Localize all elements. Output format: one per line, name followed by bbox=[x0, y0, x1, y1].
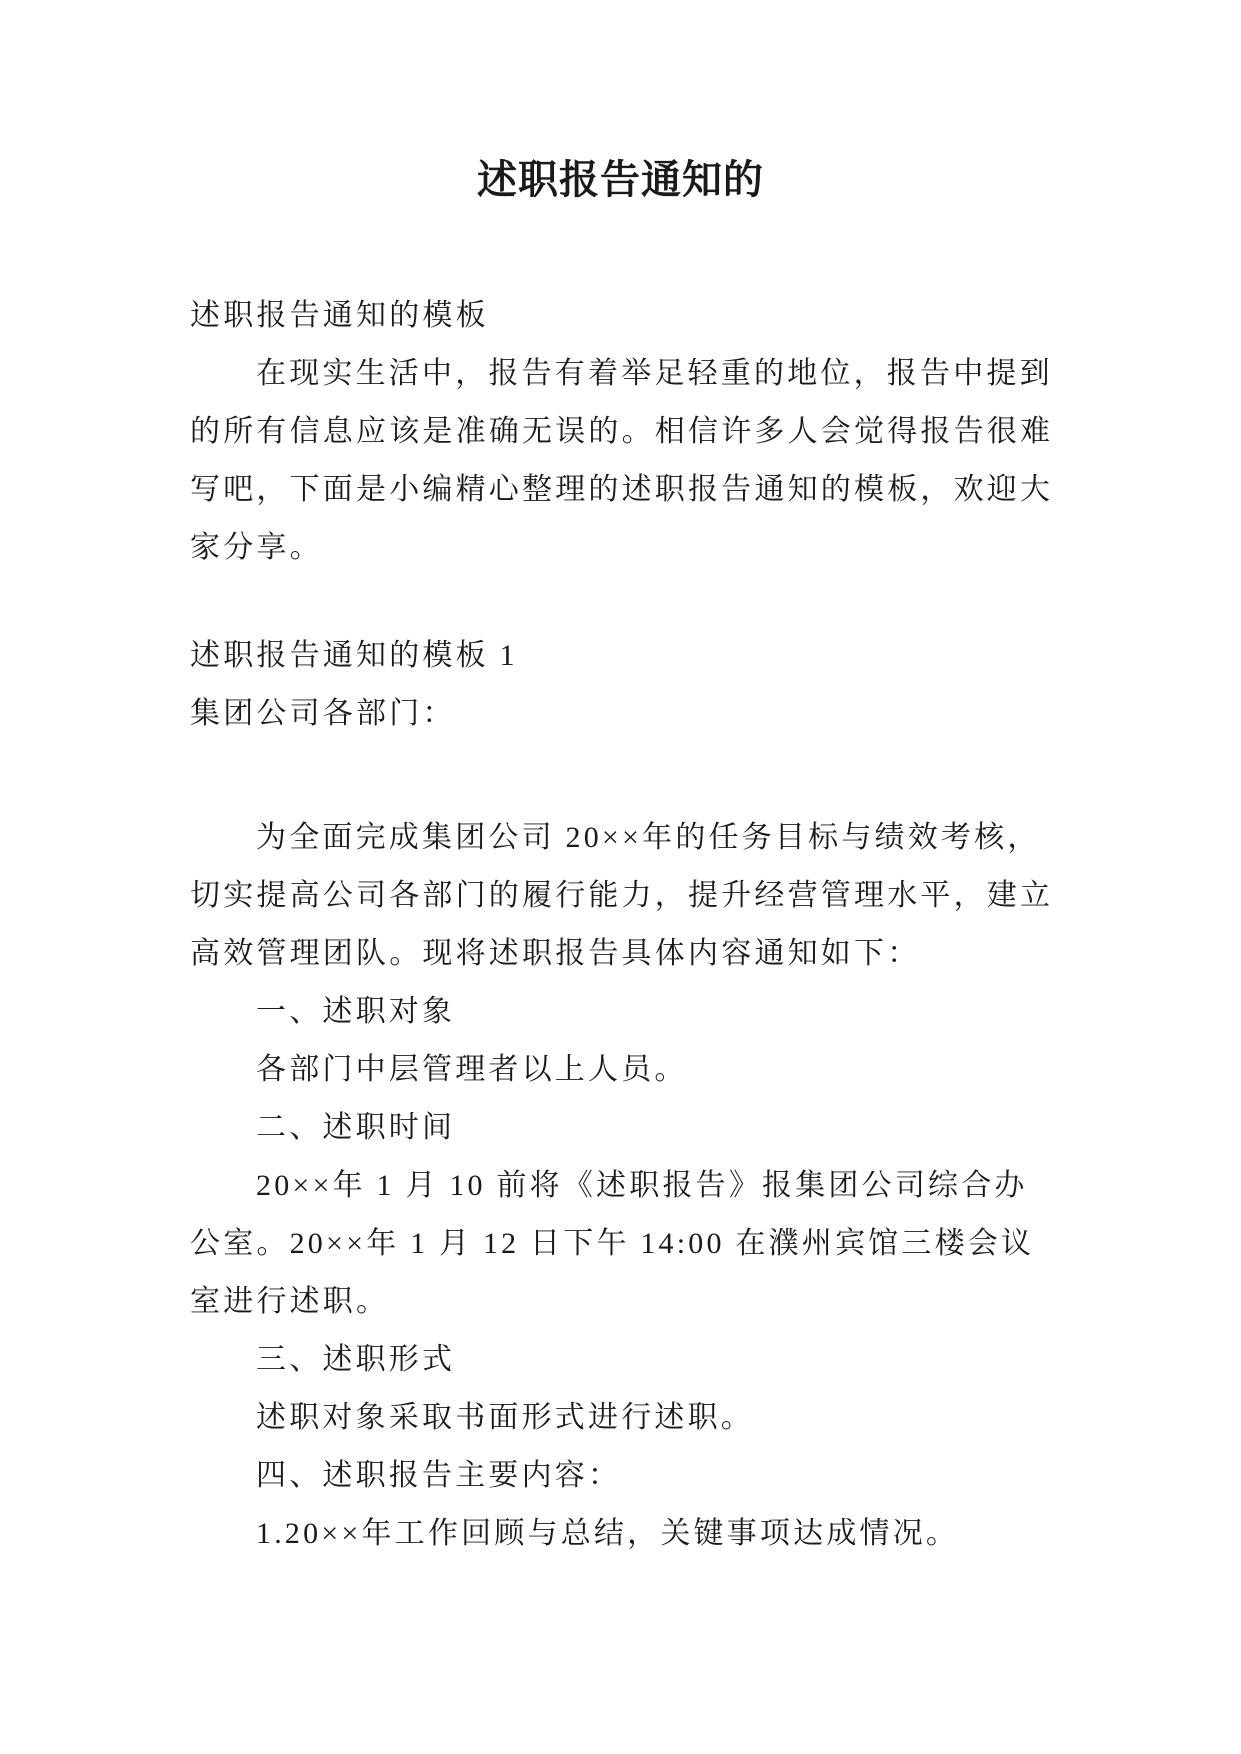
section-2-content-line-2: 公室。20××年 1 月 12 日下午 14:00 在濮州宾馆三楼会议 bbox=[190, 1227, 1035, 1260]
notice-paragraph-line-3: 高效管理团队。现将述职报告具体内容通知如下： bbox=[190, 937, 921, 970]
section-4-heading: 四、述职报告主要内容： bbox=[256, 1459, 622, 1492]
notice-paragraph-line-2: 切实提高公司各部门的履行能力，提升经营管理水平，建立 bbox=[190, 879, 1054, 912]
intro-paragraph-line-3: 写吧，下面是小编精心整理的述职报告通知的模板，欢迎大 bbox=[190, 473, 1054, 506]
notice-paragraph-line-1: 为全面完成集团公司 20××年的任务目标与绩效考核， bbox=[256, 821, 1041, 854]
section-spacer bbox=[190, 577, 1050, 627]
section-1-content: 各部门中层管理者以上人员。 bbox=[256, 1053, 688, 1086]
template-1-heading: 述职报告通知的模板 1 bbox=[190, 639, 518, 672]
section-1-heading: 一、述职对象 bbox=[256, 995, 456, 1028]
document-title: 述职报告通知的 bbox=[477, 157, 764, 202]
salutation-spacer bbox=[190, 743, 1050, 809]
intro-paragraph-line-2: 的所有信息应该是准确无误的。相信许多人会觉得报告很难 bbox=[190, 415, 1054, 448]
intro-paragraph-line-1: 在现实生活中，报告有着举足轻重的地位，报告中提到 bbox=[256, 357, 1053, 390]
section-3-content: 述职对象采取书面形式进行述职。 bbox=[256, 1401, 754, 1434]
document-body bbox=[190, 287, 1054, 1563]
salutation: 集团公司各部门： bbox=[190, 697, 456, 730]
template-heading: 述职报告通知的模板 bbox=[190, 299, 489, 332]
intro-paragraph-line-4: 家分享。 bbox=[190, 531, 323, 564]
section-3-heading: 三、述职形式 bbox=[256, 1343, 456, 1376]
section-2-content-line-3: 室进行述职。 bbox=[190, 1285, 390, 1318]
section-2-content-line-1: 20××年 1 月 10 前将《述职报告》报集团公司综合办 bbox=[256, 1169, 1028, 1202]
section-4-item-1: 1.20××年工作回顾与总结，关键事项达成情况。 bbox=[256, 1517, 960, 1550]
section-2-heading: 二、述职时间 bbox=[256, 1111, 456, 1144]
